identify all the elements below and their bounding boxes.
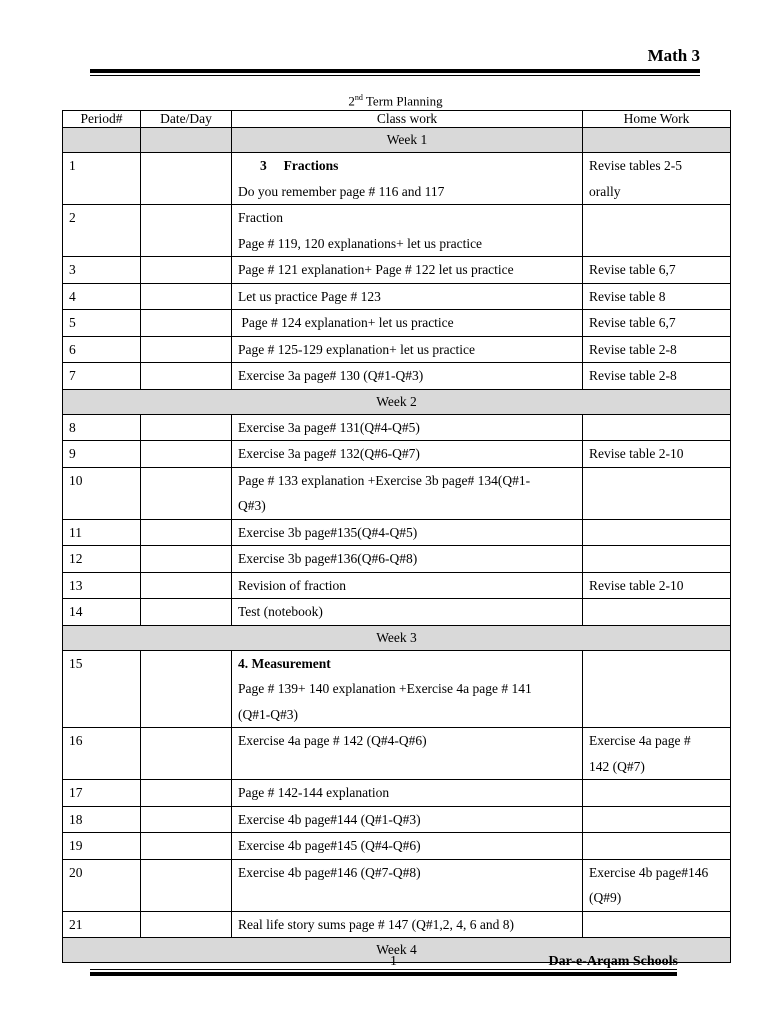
classwork-line: Page # 133 explanation +Exercise 3b page# 134(Q#1- [238,472,531,488]
title-number: 2 [348,93,355,109]
table-header-row [63,111,731,128]
date-cell [141,310,232,337]
date-cell [141,833,232,860]
homework-cell [583,650,731,728]
footer-rule-thin [90,969,677,970]
homework-cell [583,806,731,833]
table-row [63,467,731,519]
classwork-cell: Page # 142-144 explanation [232,780,583,807]
homework-line: Exercise 4a page # [589,733,691,748]
week-row [63,625,731,650]
header-rule-thin [90,75,700,76]
period-cell: 10 [63,467,141,519]
col-header-homework: Home Work [583,111,731,128]
col-header-classwork: Class work [232,111,583,128]
footer-school-name: Dar-e-Arqam Schools [548,954,678,969]
classwork-cell: Exercise 3a page# 132(Q#6-Q#7) [232,441,583,468]
table-row [63,572,731,599]
table-row [63,911,731,938]
date-cell [141,859,232,911]
period-cell: 15 [63,650,141,728]
date-cell [141,283,232,310]
table-row [63,414,731,441]
chapter-heading: 3 Fractions [260,158,339,173]
footer-rule-thick [90,972,677,976]
homework-cell: Revise table 8 [583,283,731,310]
classwork-cell [232,650,583,728]
date-cell [141,257,232,284]
homework-line: (Q#9) [589,890,622,905]
period-cell: 9 [63,441,141,468]
classwork-line: Do you remember page # 116 and 117 [238,183,445,199]
title-text: Term Planning [362,93,443,109]
classwork-cell: Exercise 3b page#135(Q#4-Q#5) [232,519,583,546]
period-cell: 12 [63,546,141,573]
planning-table [62,110,731,963]
classwork-cell [232,153,583,205]
week-label: Week 1 [232,128,583,153]
date-cell [141,806,232,833]
table-row [63,650,731,728]
date-cell [141,519,232,546]
date-cell [141,441,232,468]
date-cell [141,153,232,205]
homework-cell: Revise table 2-8 [583,363,731,390]
homework-cell [583,414,731,441]
table-row [63,728,731,780]
table-row [63,806,731,833]
classwork-line: Page # 139+ 140 explanation +Exercise 4a page # 141 [238,681,532,696]
homework-cell [583,780,731,807]
classwork-cell [232,467,583,519]
classwork-cell: Page # 121 explanation+ Page # 122 let us practice [232,257,583,284]
period-cell: 17 [63,780,141,807]
table-row [63,310,731,337]
classwork-cell: Real life story sums page # 147 (Q#1,2, 4, 6 and 8) [232,911,583,938]
week-label: Week 3 [63,625,731,650]
homework-line: Exercise 4b page#146 [589,864,709,880]
period-cell: 16 [63,728,141,780]
period-cell: 3 [63,257,141,284]
date-cell [141,363,232,390]
period-cell: 20 [63,859,141,911]
period-cell: 21 [63,911,141,938]
table-row [63,363,731,390]
col-header-date: Date/Day [141,111,232,128]
classwork-cell: Exercise 3a page# 130 (Q#1-Q#3) [232,363,583,390]
classwork-cell: Exercise 3b page#136(Q#6-Q#8) [232,546,583,573]
table-row [63,205,731,257]
classwork-cell: Page # 124 explanation+ let us practice [232,310,583,337]
week-row [63,389,731,414]
period-cell: 2 [63,205,141,257]
table-row [63,546,731,573]
classwork-cell: Exercise 4b page#146 (Q#7-Q#8) [232,859,583,911]
homework-cell [583,519,731,546]
homework-cell [583,153,731,205]
period-cell: 5 [63,310,141,337]
homework-cell [583,546,731,573]
homework-cell: Revise table 2-8 [583,336,731,363]
period-cell: 8 [63,414,141,441]
period-cell: 18 [63,806,141,833]
classwork-cell: Exercise 4a page # 142 (Q#4-Q#6) [232,728,583,780]
period-cell: 4 [63,283,141,310]
period-cell: 19 [63,833,141,860]
homework-cell [583,833,731,860]
period-cell: 11 [63,519,141,546]
date-cell [141,728,232,780]
date-cell [141,336,232,363]
period-cell: 6 [63,336,141,363]
table-row [63,257,731,284]
period-cell: 1 [63,153,141,205]
date-cell [141,650,232,728]
homework-cell [583,599,731,626]
classwork-cell: Page # 125-129 explanation+ let us practice [232,336,583,363]
homework-line: 142 (Q#7) [589,758,645,774]
title-superscript: nd [354,93,363,102]
classwork-line: Q#3) [238,498,266,513]
chapter-heading: 4. Measurement [238,655,331,671]
table-row [63,283,731,310]
classwork-cell: Revision of fraction [232,572,583,599]
period-cell: 14 [63,599,141,626]
homework-cell: Revise table 6,7 [583,310,731,337]
table-row [63,153,731,205]
date-cell [141,599,232,626]
classwork-cell: Exercise 4b page#145 (Q#4-Q#6) [232,833,583,860]
week-row [63,128,731,153]
homework-line: orally [589,183,621,199]
homework-cell [583,911,731,938]
week-label: Week 4 [63,938,731,963]
homework-cell [583,467,731,519]
date-cell [141,414,232,441]
classwork-cell: Exercise 3a page# 131(Q#4-Q#5) [232,414,583,441]
classwork-line: Page # 119, 120 explanations+ let us practice [238,235,483,251]
classwork-line: Fraction [238,210,283,225]
homework-cell: Revise table 2-10 [583,572,731,599]
week-label: Week 2 [63,389,731,414]
homework-cell: Revise table 2-10 [583,441,731,468]
classwork-line: (Q#1-Q#3) [238,706,298,722]
date-cell [141,467,232,519]
table-row [63,599,731,626]
homework-cell [583,205,731,257]
classwork-cell: Let us practice Page # 123 [232,283,583,310]
homework-line: Revise tables 2-5 [589,158,682,173]
table-row [63,519,731,546]
header-title: Math 3 [647,46,700,65]
period-cell: 13 [63,572,141,599]
homework-cell [583,728,731,780]
col-header-period: Period# [63,111,141,128]
footer-page-number: 1 [390,954,397,969]
period-cell: 7 [63,363,141,390]
classwork-cell: Exercise 4b page#144 (Q#1-Q#3) [232,806,583,833]
date-cell [141,780,232,807]
header-rule-thick [90,69,700,73]
homework-cell [583,859,731,911]
homework-cell: Revise table 6,7 [583,257,731,284]
classwork-cell [232,205,583,257]
classwork-cell: Test (notebook) [232,599,583,626]
date-cell [141,572,232,599]
table-row [63,336,731,363]
date-cell [141,911,232,938]
date-cell [141,546,232,573]
document-title [62,93,729,109]
table-row [63,859,731,911]
date-cell [141,205,232,257]
table-row [63,833,731,860]
table-row [63,441,731,468]
table-row [63,780,731,807]
